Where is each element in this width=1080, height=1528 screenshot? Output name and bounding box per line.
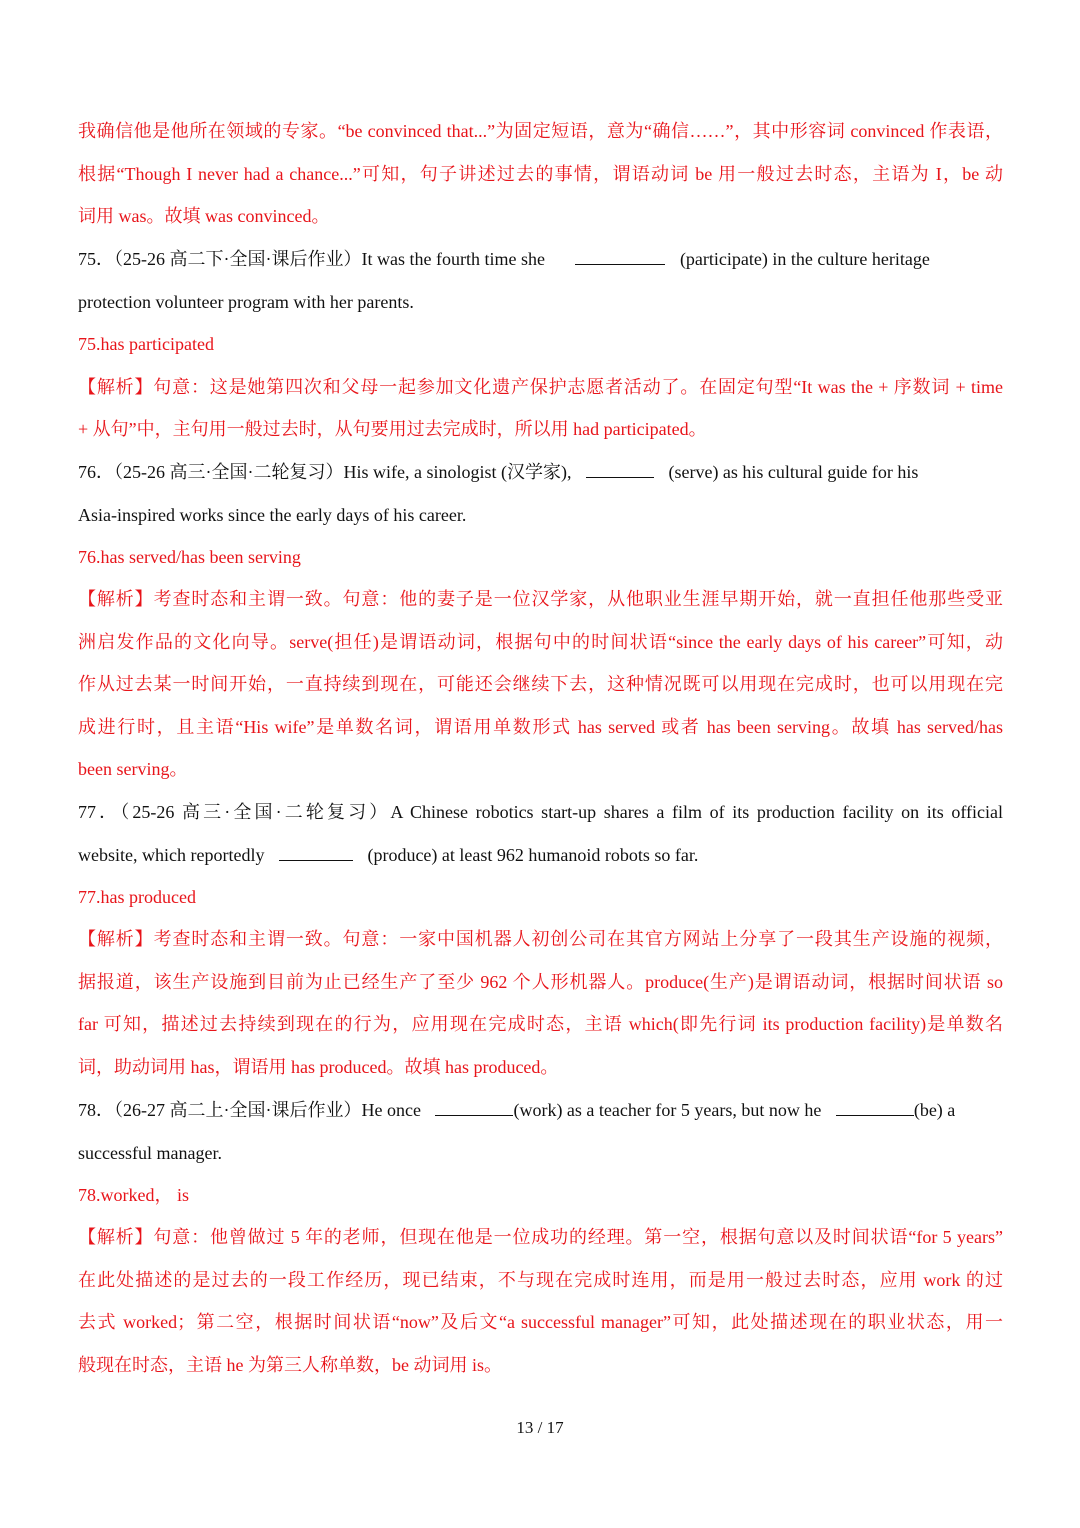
answer-blank (586, 459, 654, 478)
explanation-line: 【解析】考查时态和主谓一致。句意：一家中国机器人初创公司在其官方网站上分享了一段其生产设施的视频， (78, 929, 1003, 949)
question-77-line-1: 77．（25-26 高三·全国·二轮复习）A Chinese robotics start-up shares a film of its production facility on its official (78, 802, 1003, 822)
question-78-line-1 (78, 1097, 1003, 1123)
answer-blank (435, 1097, 513, 1116)
question-text: (serve) as his cultural guide for his (668, 462, 919, 482)
answer-blank (575, 246, 665, 265)
explanation-line: 【解析】考查时态和主谓一致。句意：他的妻子是一位汉学家，从他职业生涯早期开始，就一直担任他那些受亚 (78, 589, 1003, 609)
explanation-line: + 从句”中，主句用一般过去时，从句要用过去完成时，所以用 had participated。 (78, 419, 707, 439)
answer-76: 76.has served/has been serving (78, 547, 301, 567)
explanation-line: 据报道，该生产设施到目前为止已经生产了至少 962 个人形机器人。produce(生产)是谓语动词，根据时间状语 so (78, 972, 1003, 992)
question-76-line-1 (78, 459, 1003, 485)
question-75-line-1 (78, 246, 1003, 272)
answer-blank (836, 1097, 914, 1116)
explanation-line: 般现在时态，主语 he 为第三人称单数，be 动词用 is。 (78, 1355, 502, 1375)
question-text: 78．（26-27 高二上·全国·课后作业）He once (78, 1100, 421, 1120)
explanation-line: 词，助动词用 has，谓语用 has produced。故填 has produced。 (78, 1057, 559, 1077)
page-number: 13 / 17 (516, 1418, 564, 1437)
answer-blank (279, 842, 353, 861)
question-text: (work) as a teacher for 5 years, but now he (513, 1100, 822, 1120)
explanation-line: 词用 was。故填 was convinced。 (78, 206, 330, 226)
question-77-line-2 (78, 842, 1003, 868)
question-text: 75．（25-26 高二下·全国·课后作业）It was the fourth time she (78, 249, 545, 269)
question-text: (produce) at least 962 humanoid robots so far. (367, 845, 699, 865)
question-text: 76．（25-26 高三·全国·二轮复习）His wife, a sinologist (汉学家), (78, 462, 572, 482)
explanation-line: 在此处描述的是过去的一段工作经历，现已结束，不与现在完成时连用，而是用一般过去时态，应用 work 的过 (78, 1270, 1003, 1290)
explanation-line: 成进行时，且主语“His wife”是单数名词，谓语用单数形式 has served 或者 has been serving。故填 has served/has (78, 717, 1003, 737)
question-text: (be) a (913, 1100, 956, 1120)
answer-78: 78.worked， is (78, 1185, 189, 1205)
answer-75: 75.has participated (78, 334, 214, 354)
explanation-line: 洲启发作品的文化向导。serve(担任)是谓语动词，根据句中的时间状语“since the early days of his career”可知，动 (78, 632, 1003, 652)
question-75-line-2: protection volunteer program with her parents. (78, 292, 414, 312)
explanation-line: 根据“Though I never had a chance...”可知，句子讲述过去的事情，谓语动词 be 用一般过去时态，主语为 I，be 动 (78, 164, 1003, 184)
question-76-line-2: Asia-inspired works since the early days of his career. (78, 505, 467, 525)
question-78-line-2: successful manager. (78, 1143, 222, 1163)
explanation-line: 我确信他是他所在领域的专家。“be convinced that...”为固定短语，意为“确信……”，其中形容词 convinced 作表语， (78, 121, 1003, 141)
answer-77: 77.has produced (78, 887, 196, 907)
explanation-line: 作从过去某一时间开始，一直持续到现在，可能还会继续下去，这种情况既可以用现在完成时，也可以用现在完 (78, 674, 1003, 694)
question-text: (participate) in the culture heritage (679, 249, 930, 269)
explanation-line: 【解析】句意：这是她第四次和父母一起参加文化遗产保护志愿者活动了。在固定句型“It was the + 序数词 + time (78, 377, 1003, 397)
explanation-line: been serving。 (78, 759, 188, 779)
question-text: website, which reportedly (78, 845, 265, 865)
explanation-line: 去式 worked；第二空，根据时间状语“now”及后文“a successful manager”可知，此处描述现在的职业状态，用一 (78, 1312, 1003, 1332)
explanation-line: 【解析】句意：他曾做过 5 年的老师，但现在他是一位成功的经理。第一空，根据句意以及时间状语“for 5 years” (78, 1227, 1003, 1247)
explanation-line: far 可知，描述过去持续到现在的行为，应用现在完成时态，主语 which(即先行词 its production facility)是单数名 (78, 1014, 1003, 1034)
